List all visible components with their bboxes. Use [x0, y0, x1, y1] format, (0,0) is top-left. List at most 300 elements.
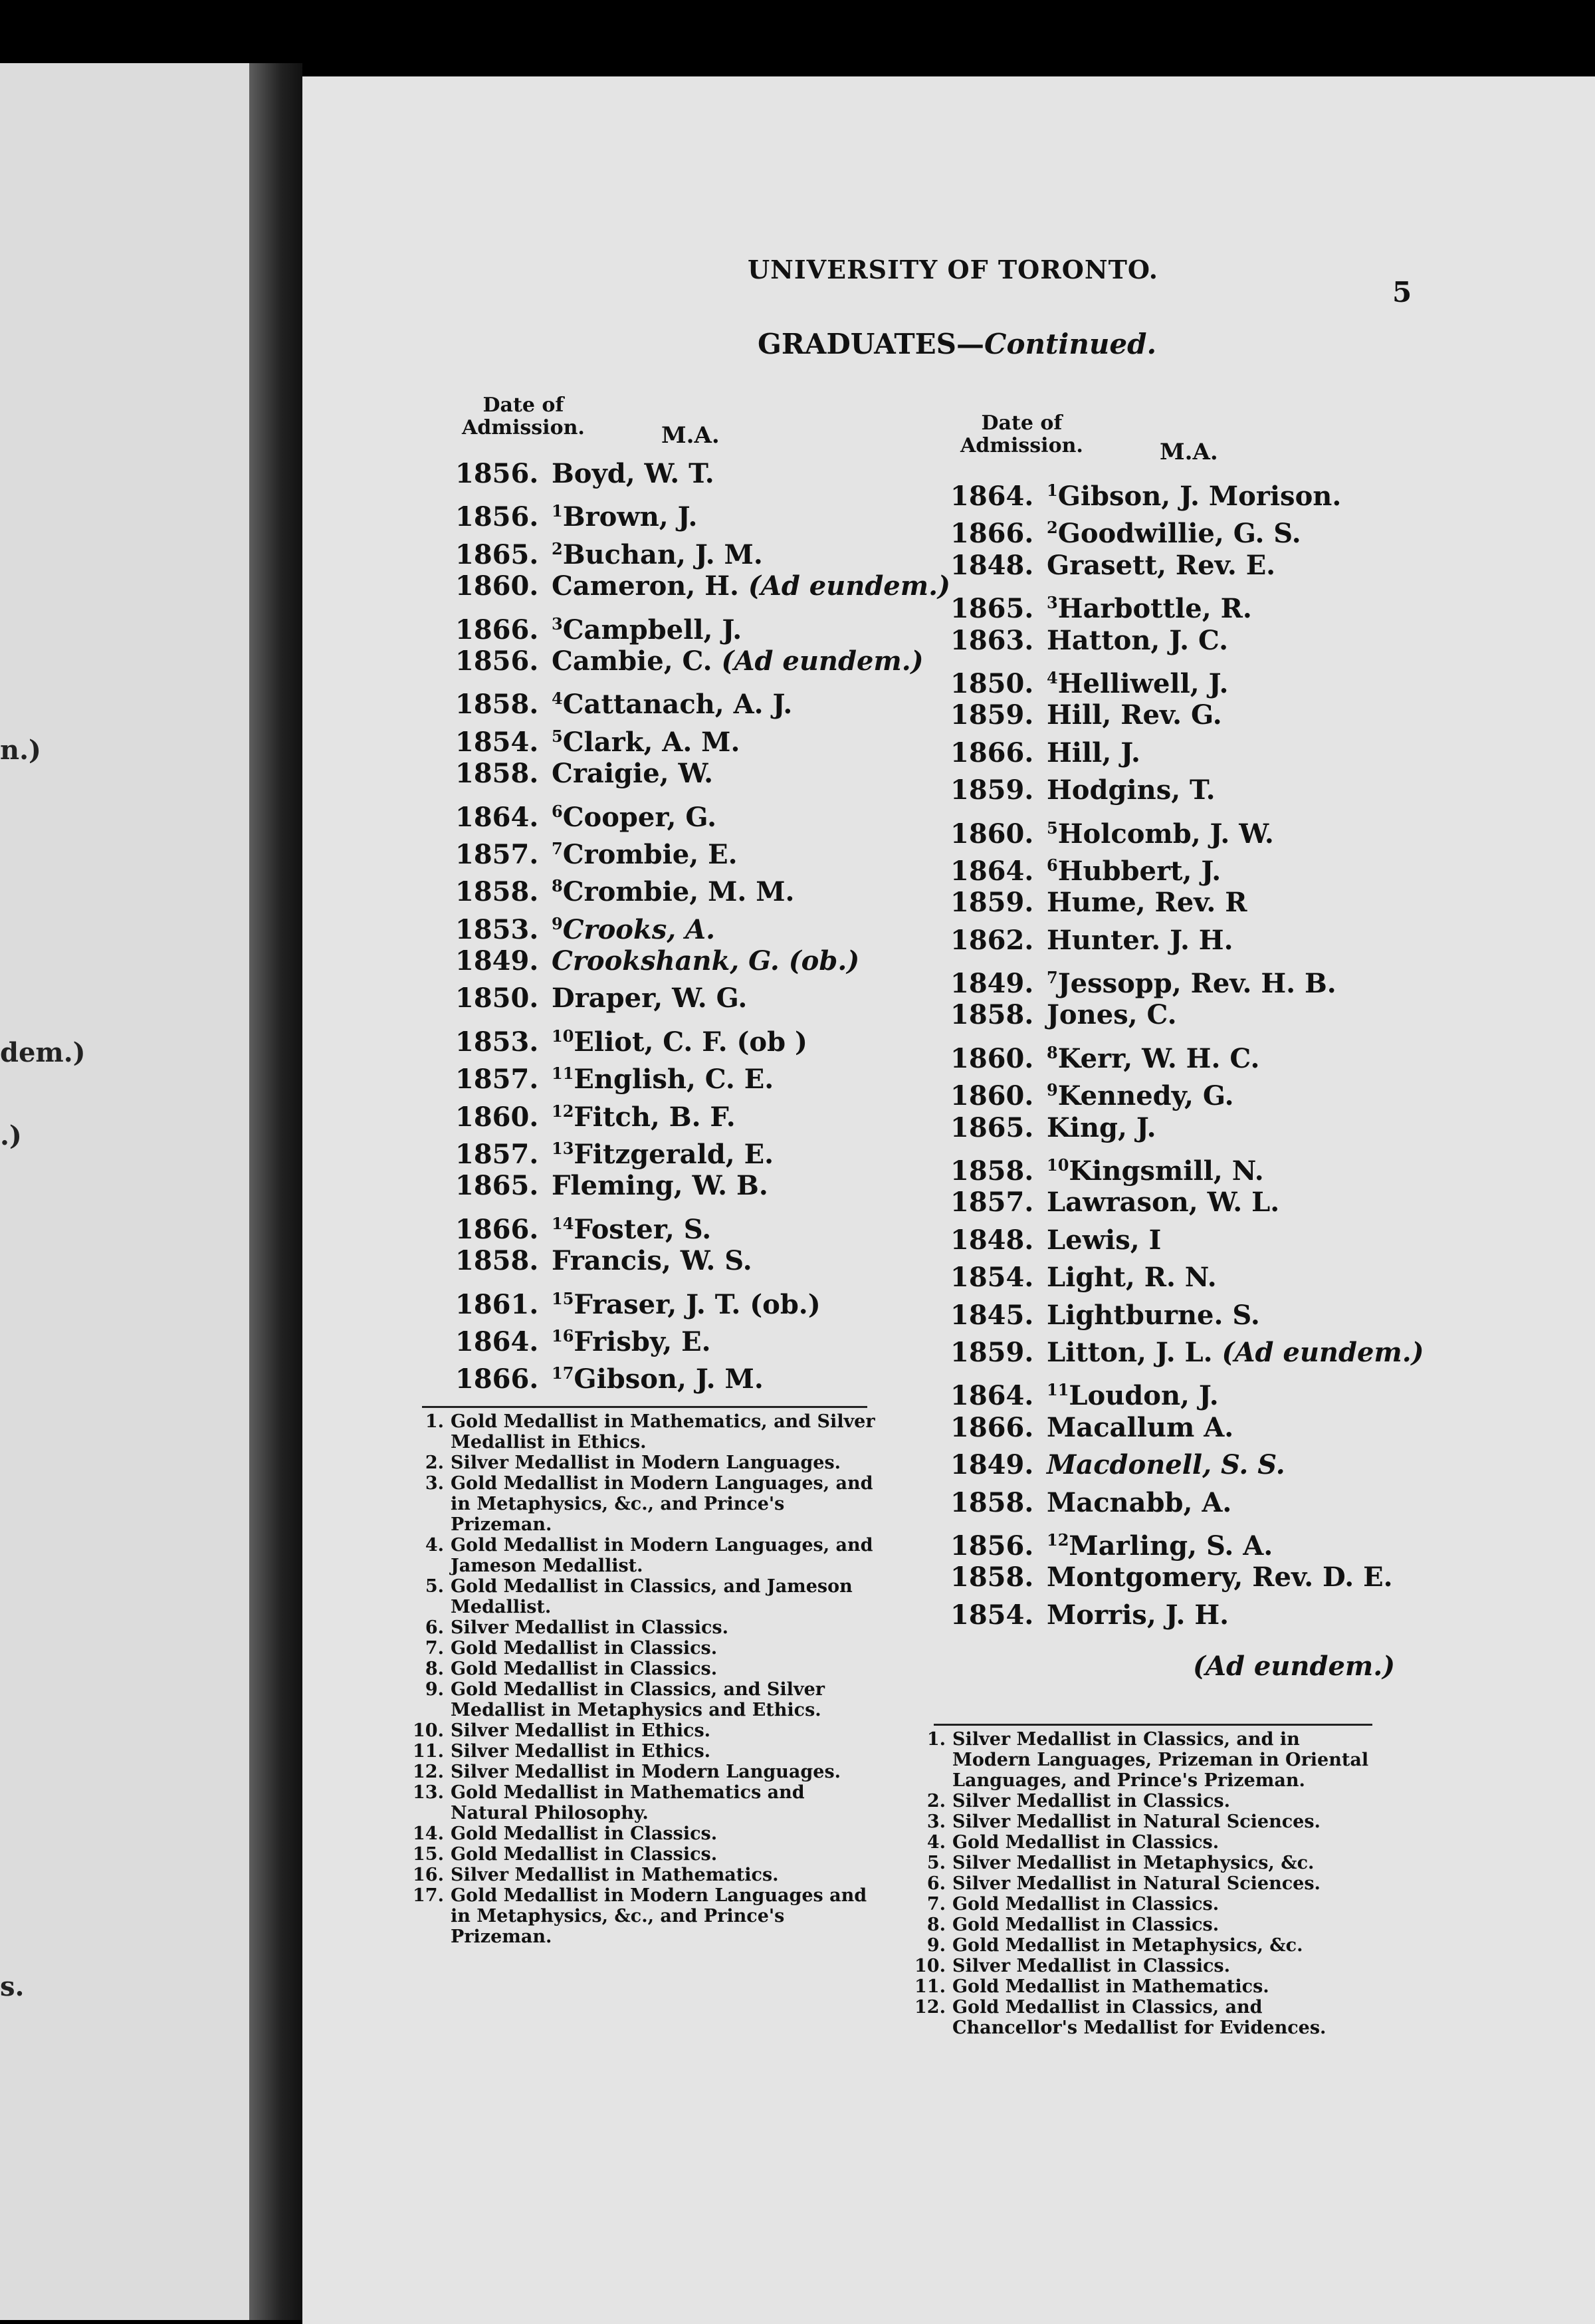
footnote	[412, 1659, 877, 1679]
footnote	[412, 1865, 877, 1885]
footnote	[914, 1935, 1379, 1956]
footnote-text: Gold Medallist in Classics, and Chancellor's Medallist for Evidences.	[952, 1997, 1327, 2038]
admission-year: 1859.	[950, 774, 1034, 806]
footnote	[412, 1762, 877, 1782]
footnote-number: 1.	[926, 1729, 946, 1750]
graduate-entry	[950, 1371, 1424, 1412]
footnote-marker: 16	[552, 1326, 574, 1345]
footnote-number: 11.	[914, 1976, 946, 1997]
graduate-entry	[455, 718, 950, 758]
footnote-rule-right	[934, 1724, 1372, 1726]
footnote-text: Gold Medallist in Classics.	[451, 1823, 718, 1844]
graduate-name: Kerr, W. H. C.	[1057, 1042, 1260, 1074]
graduate-name: Kingsmill, N.	[1069, 1155, 1264, 1187]
graduate-name: Macdonell, S. S.	[1047, 1449, 1285, 1481]
footnote-number: 12.	[914, 1997, 946, 2018]
graduate-entry	[950, 1522, 1424, 1562]
footnote-number: 7.	[425, 1638, 444, 1659]
graduate-name: Marling, S. A.	[1069, 1530, 1273, 1562]
footnote-marker: 10	[1047, 1155, 1069, 1175]
graduate-entry	[950, 884, 1424, 921]
graduate-entry	[455, 1280, 950, 1318]
admission-year: 1858.	[455, 689, 539, 721]
footnote	[412, 1535, 877, 1576]
footnote	[412, 1617, 877, 1638]
graduate-entry	[455, 455, 950, 493]
graduate-name: Francis, W. S.	[552, 1245, 752, 1277]
graduate-name: Fitch, B. F.	[574, 1101, 736, 1133]
admission-year: 1856.	[455, 458, 539, 489]
footnotes-right	[914, 1729, 1379, 2038]
admission-year: 1858.	[455, 876, 539, 908]
graduate-entry	[455, 755, 950, 792]
graduate-entry	[455, 943, 950, 980]
footnote	[412, 1576, 877, 1617]
footnote	[914, 1832, 1379, 1853]
footnote-rule-left	[422, 1406, 867, 1408]
footnote	[914, 1811, 1379, 1832]
graduate-entry	[455, 1055, 950, 1096]
graduate-name: Macnabb, A.	[1047, 1486, 1232, 1518]
admission-year: 1859.	[950, 887, 1034, 919]
footnote-number: 8.	[926, 1915, 946, 1935]
graduate-name: Gibson, J. M.	[574, 1363, 764, 1395]
footnote-number: 9.	[926, 1935, 946, 1956]
graduate-name: Goodwillie, G. S.	[1057, 518, 1301, 550]
graduate-list-left	[455, 455, 950, 1393]
footnote-number: 2.	[425, 1452, 444, 1473]
footnote-marker: 8	[552, 876, 563, 896]
graduate-entry	[950, 584, 1424, 625]
graduate-name: Campbell, J.	[562, 614, 742, 645]
admission-year: 1858.	[950, 1486, 1034, 1518]
footnote-marker: 11	[552, 1064, 574, 1084]
footnote-text: Silver Medallist in Modern Languages.	[451, 1762, 841, 1782]
admission-year: 1856.	[950, 1530, 1034, 1562]
date-heading-line: Admission.	[960, 434, 1083, 457]
graduate-entry	[950, 959, 1424, 1000]
footnote-text: Gold Medallist in Classics, and Silver Medallist in Metaphysics and Ethics.	[451, 1679, 825, 1720]
admission-year: 1859.	[950, 699, 1034, 731]
footnote	[914, 1997, 1379, 2038]
admission-year: 1863.	[950, 624, 1034, 656]
footnote-number: 12.	[413, 1762, 444, 1782]
footnote-number: 14.	[413, 1823, 444, 1844]
admission-year: 1858.	[950, 1562, 1034, 1593]
admission-year: 1845.	[950, 1299, 1034, 1331]
graduate-name: Lewis, I	[1047, 1224, 1162, 1256]
graduate-name: Kennedy, G.	[1057, 1080, 1234, 1112]
graduate-entry	[950, 1597, 1424, 1634]
footnote	[412, 1452, 877, 1473]
admission-year: 1853.	[455, 1026, 539, 1058]
admission-year: 1862.	[950, 924, 1034, 956]
footnote-text: Silver Medallist in Classics, and in Modern Languages, Prizeman in Oriental Languages, and Prince's Prizeman.	[952, 1729, 1369, 1791]
graduate-entry	[950, 472, 1424, 512]
footnotes-left	[412, 1411, 877, 1947]
footnote-number: 6.	[926, 1873, 946, 1894]
graduate-name: Light, R. N.	[1047, 1262, 1217, 1294]
footnote-text: Gold Medallist in Mathematics.	[952, 1976, 1269, 1997]
graduate-name: Lightburne. S.	[1047, 1299, 1260, 1331]
graduate-name: Loudon, J.	[1069, 1380, 1219, 1412]
footnote-text: Gold Medallist in Mathematics and Natural Philosophy.	[451, 1782, 805, 1823]
footnote-text: Gold Medallist in Modern Languages and in Metaphysics, &c., and Prince's Prizeman.	[451, 1885, 867, 1947]
footnote-number: 6.	[425, 1617, 444, 1638]
date-heading-left	[462, 394, 585, 439]
footnote-number: 2.	[926, 1791, 946, 1811]
footnote-marker: 4	[1047, 667, 1058, 687]
admission-year: 1858.	[950, 999, 1034, 1031]
footnote-text: Silver Medallist in Classics.	[952, 1956, 1231, 1976]
footnote-text: Gold Medallist in Classics.	[952, 1894, 1220, 1915]
footnote-number: 15.	[413, 1844, 444, 1865]
footnote-number: 7.	[926, 1894, 946, 1915]
graduate-name: Crookshank, G. (ob.)	[552, 945, 860, 977]
graduate-entry	[950, 1222, 1424, 1259]
graduate-entry	[950, 1559, 1424, 1596]
page-number: 5	[1392, 276, 1412, 308]
admission-year: 1861.	[455, 1288, 539, 1320]
graduate-name: Grasett, Rev. E.	[1047, 549, 1276, 581]
footnote-marker: 10	[552, 1026, 574, 1046]
graduate-list-right	[950, 472, 1424, 1634]
footnote-marker: 3	[1047, 593, 1058, 613]
admission-year: 1865.	[455, 538, 539, 570]
footnote-text: Silver Medallist in Ethics.	[451, 1720, 711, 1741]
graduate-entry	[455, 1130, 950, 1171]
footnote-number: 4.	[926, 1832, 946, 1853]
graduate-name: Helliwell, J.	[1057, 667, 1229, 699]
footnote-marker: 13	[552, 1139, 574, 1159]
admission-year: 1850.	[950, 667, 1034, 699]
graduate-entry	[455, 905, 950, 943]
graduate-name: Morris, J. H.	[1047, 1599, 1229, 1631]
admission-year: 1849.	[950, 968, 1034, 1000]
footnote	[914, 1915, 1379, 1935]
footnote-marker: 5	[552, 726, 563, 746]
graduate-entry	[455, 868, 950, 908]
graduate-name: Cattanach, A. J.	[562, 689, 793, 721]
admission-year: 1854.	[950, 1599, 1034, 1631]
graduate-name: Hubbert, J.	[1057, 855, 1222, 887]
admission-year: 1854.	[455, 726, 539, 758]
admission-year: 1853.	[455, 913, 539, 945]
graduate-entry	[455, 980, 950, 1017]
admission-year: 1848.	[950, 549, 1034, 581]
date-heading-right	[960, 412, 1083, 457]
footnote	[412, 1782, 877, 1823]
footnote-marker: 17	[552, 1363, 574, 1383]
graduate-entry	[950, 1109, 1424, 1147]
graduate-entry	[455, 1242, 950, 1280]
footnote	[412, 1844, 877, 1865]
graduate-name: Jessopp, Rev. H. B.	[1057, 968, 1336, 1000]
admission-year: 1866.	[950, 518, 1034, 550]
admission-year: 1859.	[950, 1336, 1034, 1368]
footnote-text: Gold Medallist in Modern Languages, and Jameson Medallist.	[451, 1535, 873, 1576]
admission-year: 1860.	[950, 818, 1034, 850]
graduate-entry	[455, 1205, 950, 1245]
admission-year: 1864.	[950, 481, 1034, 512]
footnote	[914, 1873, 1379, 1894]
footnote	[412, 1638, 877, 1659]
degree-heading-left: M.A.	[661, 422, 720, 449]
graduate-name: Craigie, W.	[552, 758, 714, 790]
graduate-name: Fitzgerald, E.	[574, 1139, 774, 1171]
date-heading-line: Date of	[482, 394, 564, 417]
footnote-number: 9.	[425, 1679, 444, 1700]
footnote-marker: 2	[1047, 518, 1058, 538]
admission-year: 1860.	[950, 1042, 1034, 1074]
footnote-marker: 15	[552, 1288, 574, 1308]
left-page-fragment: n.)	[0, 735, 41, 766]
graduate-entry	[455, 1355, 950, 1395]
footnote-text: Silver Medallist in Metaphysics, &c.	[952, 1853, 1315, 1873]
footnote-text: Gold Medallist in Classics, and Jameson Medallist.	[451, 1576, 853, 1617]
graduate-name: Gibson, J. Morison.	[1057, 481, 1342, 512]
graduate-entry	[455, 793, 950, 833]
footnote	[914, 1791, 1379, 1811]
graduate-entry	[950, 1034, 1424, 1072]
graduate-name: Crombie, M. M.	[562, 876, 795, 908]
footnote-text: Gold Medallist in Mathematics, and Silver Medallist in Ethics.	[451, 1411, 875, 1452]
admission-year: 1857.	[950, 1187, 1034, 1219]
admission-year: 1866.	[950, 737, 1034, 768]
graduate-entry	[950, 735, 1424, 772]
footnote-text: Silver Medallist in Natural Sciences.	[952, 1873, 1321, 1894]
admission-year: 1866.	[950, 1411, 1034, 1443]
admission-year: 1865.	[455, 1170, 539, 1202]
footnote-marker: 8	[1047, 1042, 1058, 1062]
admission-year: 1857.	[455, 1139, 539, 1171]
section-title-main: GRADUATES—	[758, 328, 985, 360]
graduate-name: Hume, Rev. R	[1047, 887, 1247, 919]
admission-year: 1865.	[950, 1111, 1034, 1143]
graduate-name: King, J.	[1047, 1111, 1156, 1143]
graduate-name: Buchan, J. M.	[562, 538, 763, 570]
footnote-text: Silver Medallist in Classics.	[952, 1791, 1231, 1811]
admission-year: 1849.	[455, 945, 539, 977]
footnote-marker: 12	[1047, 1530, 1069, 1550]
graduate-name: Crooks, A.	[562, 913, 716, 945]
graduate-entry	[950, 1447, 1424, 1484]
graduate-entry	[455, 830, 950, 868]
admission-year: 1866.	[455, 1213, 539, 1245]
footnote-text: Silver Medallist in Mathematics.	[451, 1865, 779, 1885]
document-page	[302, 76, 1595, 2324]
admission-year: 1848.	[950, 1224, 1034, 1256]
graduate-entry	[455, 1318, 950, 1355]
left-page-edge	[0, 63, 249, 2320]
footnote-number: 4.	[425, 1535, 444, 1556]
footnote-text: Gold Medallist in Classics.	[451, 1844, 718, 1865]
graduate-entry	[455, 1167, 950, 1205]
graduate-entry	[950, 772, 1424, 809]
graduate-entry	[950, 1334, 1424, 1371]
graduate-name: Hunter. J. H.	[1047, 924, 1233, 956]
footnote	[914, 1853, 1379, 1873]
footnote-number: 10.	[914, 1956, 946, 1976]
graduate-name: Hill, Rev. G.	[1047, 699, 1222, 731]
graduate-entry	[950, 1147, 1424, 1187]
admission-year: 1864.	[950, 1380, 1034, 1412]
footnote-text: Gold Medallist in Modern Languages, and in Metaphysics, &c., and Prince's Prizeman.	[451, 1473, 873, 1535]
graduate-name: Holcomb, J. W.	[1057, 818, 1274, 850]
section-title-continued: Continued.	[984, 328, 1157, 360]
footnote-marker: 11	[1047, 1380, 1069, 1400]
footnote-number: 13.	[413, 1782, 444, 1803]
footnote-marker: 7	[1047, 968, 1058, 988]
footnote-text: Gold Medallist in Classics.	[952, 1915, 1220, 1935]
footnote	[412, 1823, 877, 1844]
graduate-name: Hatton, J. C.	[1047, 624, 1229, 656]
date-heading-line: Date of	[981, 411, 1063, 435]
degree-heading-right: M.A.	[1160, 439, 1218, 465]
footnote	[412, 1411, 877, 1452]
footnote-text: Gold Medallist in Metaphysics, &c.	[952, 1935, 1303, 1956]
admission-year: 1864.	[950, 855, 1034, 887]
graduate-name: Macallum A.	[1047, 1411, 1234, 1443]
graduate-name: Clark, A. M.	[562, 726, 740, 758]
admission-year: 1850.	[455, 983, 539, 1014]
footnote-text: Gold Medallist in Classics.	[451, 1638, 718, 1659]
admission-year: 1858.	[950, 1155, 1034, 1187]
book-spine	[249, 63, 302, 2320]
graduate-name: Cambie, C.	[552, 645, 722, 677]
footnote	[914, 1729, 1379, 1791]
admission-year: 1857.	[455, 838, 539, 870]
ad-eundem-note: (Ad eundem.)	[748, 570, 950, 602]
admission-year: 1860.	[455, 1101, 539, 1133]
footnote-number: 5.	[926, 1853, 946, 1873]
graduate-name: Cooper, G.	[562, 801, 716, 833]
footnote-marker: 14	[552, 1213, 574, 1233]
graduate-name: Draper, W. G.	[552, 983, 748, 1014]
graduate-entry	[950, 697, 1424, 734]
graduate-entry	[950, 922, 1424, 959]
graduate-entry	[950, 1072, 1424, 1112]
date-heading-line: Admission.	[462, 416, 585, 439]
graduate-entry	[455, 568, 950, 605]
graduate-entry	[455, 680, 950, 721]
graduate-entry	[455, 493, 950, 533]
graduate-name: Brown, J.	[562, 501, 698, 533]
footnote-marker: 6	[552, 801, 563, 821]
admission-year: 1854.	[950, 1262, 1034, 1294]
footnote-marker: 3	[552, 614, 563, 634]
footnote-marker: 9	[1047, 1080, 1058, 1100]
footnote-marker: 7	[552, 838, 563, 858]
footnote-number: 1.	[425, 1411, 444, 1432]
admission-year: 1860.	[950, 1080, 1034, 1112]
graduate-entry	[950, 509, 1424, 550]
ad-eundem-note: (Ad eundem.)	[721, 645, 924, 677]
admission-year: 1865.	[950, 593, 1034, 625]
graduate-entry	[455, 606, 950, 643]
graduate-name: English, C. E.	[574, 1064, 774, 1096]
graduate-entry	[950, 1259, 1424, 1296]
graduate-entry	[950, 1184, 1424, 1221]
footnote-number: 5.	[425, 1576, 444, 1597]
footnote-number: 3.	[926, 1811, 946, 1832]
footnote	[412, 1679, 877, 1720]
footnote-number: 17.	[413, 1885, 444, 1906]
graduate-name: Foster, S.	[574, 1213, 712, 1245]
admission-year: 1864.	[455, 1326, 539, 1357]
footnote-text: Silver Medallist in Modern Languages.	[451, 1452, 841, 1473]
graduate-entry	[950, 547, 1424, 584]
admission-year: 1856.	[455, 645, 539, 677]
graduate-entry	[950, 1297, 1424, 1334]
admission-year: 1866.	[455, 614, 539, 645]
footnote-marker: 1	[552, 501, 563, 521]
graduate-entry	[455, 530, 950, 568]
graduate-entry	[950, 996, 1424, 1034]
footnote-marker: 4	[552, 689, 563, 709]
footnote-number: 8.	[425, 1659, 444, 1679]
admission-year: 1857.	[455, 1064, 539, 1096]
admission-year: 1856.	[455, 501, 539, 533]
footnote-text: Silver Medallist in Natural Sciences.	[952, 1811, 1321, 1832]
left-page-fragment: .)	[0, 1120, 22, 1151]
admission-year: 1866.	[455, 1363, 539, 1395]
footnote-marker: 6	[1047, 855, 1058, 875]
ad-eundem-note: (Ad eundem.)	[1222, 1336, 1424, 1368]
footnote-number: 11.	[413, 1741, 444, 1762]
trailing-note: (Ad eundem.)	[1193, 1651, 1396, 1682]
graduate-name: Frisby, E.	[574, 1326, 711, 1357]
footnote	[412, 1720, 877, 1741]
graduate-name: Lawrason, W. L.	[1047, 1187, 1280, 1219]
graduate-name: Cameron, H.	[552, 570, 748, 602]
graduate-name: Litton, J. L.	[1047, 1336, 1222, 1368]
footnote-marker: 5	[1047, 818, 1058, 838]
footnote-marker: 1	[1047, 481, 1058, 500]
graduate-name: Boyd, W. T.	[552, 458, 714, 489]
graduate-name: Eliot, C. F. (ob )	[574, 1026, 807, 1058]
section-title	[758, 328, 1156, 360]
graduate-name: Crombie, E.	[562, 838, 738, 870]
graduate-entry	[455, 1018, 950, 1058]
footnote	[914, 1894, 1379, 1915]
footnote-text: Silver Medallist in Ethics.	[451, 1741, 711, 1762]
admission-year: 1860.	[455, 570, 539, 602]
graduate-name: Montgomery, Rev. D. E.	[1047, 1562, 1393, 1593]
footnote-number: 16.	[413, 1865, 444, 1885]
graduate-entry	[455, 1093, 950, 1133]
graduate-name: Jones, C.	[1047, 999, 1177, 1031]
footnote	[412, 1741, 877, 1762]
graduate-entry	[950, 1484, 1424, 1522]
footnote-number: 10.	[413, 1720, 444, 1741]
left-page-fragment: dem.)	[0, 1037, 86, 1068]
footnote-marker: 2	[552, 538, 563, 558]
admission-year: 1858.	[455, 1245, 539, 1277]
footnote	[914, 1976, 1379, 1997]
running-title: UNIVERSITY OF TORONTO.	[748, 255, 1159, 285]
footnote	[412, 1473, 877, 1535]
graduate-entry	[950, 847, 1424, 887]
left-page-fragment: s.	[0, 1971, 25, 2002]
footnote	[412, 1885, 877, 1947]
footnote-marker: 9	[552, 913, 563, 933]
footnote-text: Gold Medallist in Classics.	[451, 1659, 718, 1679]
admission-year: 1849.	[950, 1449, 1034, 1481]
graduate-entry	[950, 810, 1424, 850]
footnote-text: Silver Medallist in Classics.	[451, 1617, 729, 1638]
graduate-name: Hodgins, T.	[1047, 774, 1216, 806]
